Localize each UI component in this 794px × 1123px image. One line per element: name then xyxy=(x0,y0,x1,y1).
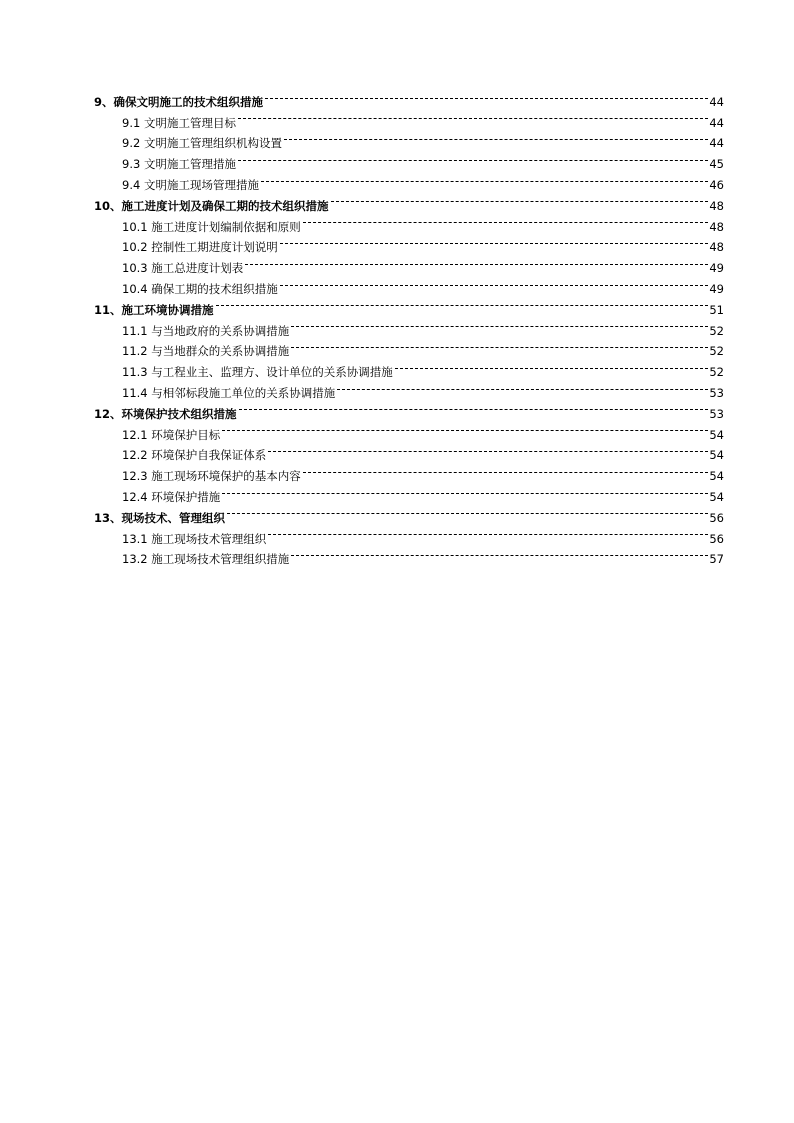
toc-entry-title: 13.2 施工现场技术管理组织措施 xyxy=(122,552,290,567)
toc-entry-title: 11.1 与当地政府的关系协调措施 xyxy=(122,323,290,338)
toc-entry-title: 10.2 控制性工期进度计划说明 xyxy=(122,240,278,255)
toc-page-number: 57 xyxy=(709,552,724,567)
toc-page-number: 51 xyxy=(709,302,724,317)
table-of-contents xyxy=(94,85,724,567)
toc-page-number: 44 xyxy=(709,94,724,109)
toc-dot-leader xyxy=(291,314,708,335)
toc-entry-title: 12、环境保护技术组织措施 xyxy=(94,406,237,421)
toc-dot-leader xyxy=(216,293,709,314)
toc-entry-title: 13、现场技术、管理组织 xyxy=(94,510,226,525)
toc-entry-title: 10.4 确保工期的技术组织措施 xyxy=(122,281,278,296)
toc-entry-title: 9.3 文明施工管理措施 xyxy=(122,157,236,172)
toc-dot-leader xyxy=(331,189,709,210)
toc-entry-title: 11.4 与相邻标段施工单位的关系协调措施 xyxy=(122,385,336,400)
toc-entry-title: 12.3 施工现场环境保护的基本内容 xyxy=(122,469,301,484)
toc-page-number: 56 xyxy=(709,531,724,546)
toc-entry-title: 10.1 施工进度计划编制依据和原则 xyxy=(122,219,301,234)
toc-dot-leader xyxy=(261,168,708,189)
toc-page-number: 44 xyxy=(709,115,724,130)
toc-page-number: 45 xyxy=(709,157,724,172)
toc-page-number: 49 xyxy=(709,281,724,296)
toc-entry-title: 12.2 环境保护自我保证体系 xyxy=(122,448,267,463)
toc-page-number: 56 xyxy=(709,510,724,525)
toc-entry-title: 9、确保文明施工的技术组织措施 xyxy=(94,94,263,109)
toc-page-number: 48 xyxy=(709,198,724,213)
toc-dot-leader xyxy=(284,127,708,148)
toc-entry-title: 9.4 文明施工现场管理措施 xyxy=(122,177,259,192)
toc-dot-leader xyxy=(227,501,708,522)
toc-dot-leader xyxy=(280,272,709,293)
toc-dot-leader xyxy=(222,418,708,439)
toc-dot-leader xyxy=(238,106,708,127)
toc-entry-title: 11、施工环境协调措施 xyxy=(94,302,214,317)
toc-page-number: 52 xyxy=(709,344,724,359)
toc-page-number: 53 xyxy=(709,385,724,400)
toc-page-number: 54 xyxy=(709,427,724,442)
toc-page-number: 52 xyxy=(709,365,724,380)
toc-page-number: 46 xyxy=(709,177,724,192)
toc-entry-title: 11.2 与当地群众的关系协调措施 xyxy=(122,344,290,359)
toc-dot-leader xyxy=(303,210,709,231)
toc-page-number: 53 xyxy=(709,406,724,421)
toc-entry-title: 10.3 施工总进度计划表 xyxy=(122,261,244,276)
toc-entry-title: 9.2 文明施工管理组织机构设置 xyxy=(122,136,282,151)
toc-entry-title: 11.3 与工程业主、监理方、设计单位的关系协调措施 xyxy=(122,365,393,380)
toc-dot-leader xyxy=(268,439,708,460)
toc-entry-title: 10、施工进度计划及确保工期的技术组织措施 xyxy=(94,198,329,213)
toc-page-number: 54 xyxy=(709,448,724,463)
toc-dot-leader xyxy=(238,147,708,168)
toc-entry-title: 13.1 施工现场技术管理组织 xyxy=(122,531,267,546)
toc-page-number: 52 xyxy=(709,323,724,338)
toc-dot-leader xyxy=(303,459,709,480)
toc-dot-leader xyxy=(222,480,708,501)
toc-dot-leader xyxy=(395,355,709,376)
toc-dot-leader xyxy=(265,85,708,106)
toc-page-number: 44 xyxy=(709,136,724,151)
toc-dot-leader xyxy=(239,397,709,418)
toc-chapter-entry[interactable] xyxy=(94,85,724,109)
toc-dot-leader xyxy=(280,231,709,252)
toc-dot-leader xyxy=(268,522,708,543)
toc-page-number: 48 xyxy=(709,240,724,255)
toc-page-number: 54 xyxy=(709,489,724,504)
toc-page-number: 48 xyxy=(709,219,724,234)
toc-page-number: 54 xyxy=(709,469,724,484)
toc-entry-title: 12.1 环境保护目标 xyxy=(122,427,221,442)
toc-dot-leader xyxy=(337,376,708,397)
toc-dot-leader xyxy=(245,251,708,272)
toc-page-number: 49 xyxy=(709,261,724,276)
toc-dot-leader xyxy=(291,335,708,356)
toc-dot-leader xyxy=(291,543,708,564)
toc-entry-title: 12.4 环境保护措施 xyxy=(122,489,221,504)
toc-entry-title: 9.1 文明施工管理目标 xyxy=(122,115,236,130)
